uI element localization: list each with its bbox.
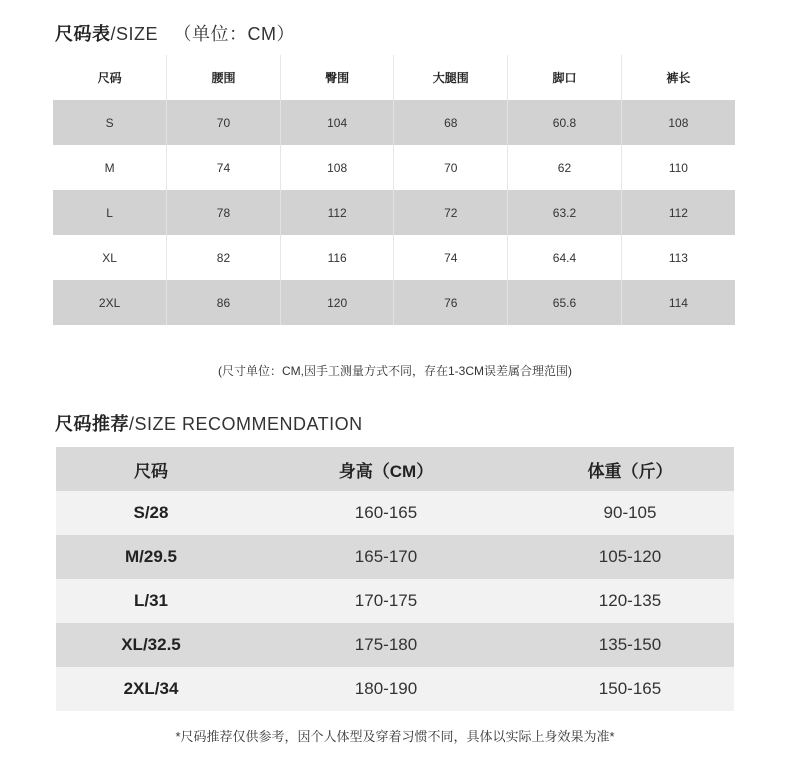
size-cell: 62 (508, 145, 622, 190)
size-cell: 64.4 (508, 235, 622, 280)
recommendation-header-cell: 尺码 (56, 447, 246, 491)
recommendation-height-cell: 165-170 (246, 535, 526, 579)
size-cell: 68 (394, 100, 508, 145)
size-cell: 116 (280, 235, 394, 280)
recommendation-height-cell: 170-175 (246, 579, 526, 623)
size-cell: 114 (621, 280, 735, 325)
recommendation-size-cell: S/28 (56, 491, 246, 535)
recommendation-height-cell: 180-190 (246, 667, 526, 711)
size-chart-row (53, 190, 735, 235)
size-cell: 120 (280, 280, 394, 325)
size-cell: 108 (621, 100, 735, 145)
recommendation-size-cell: M/29.5 (56, 535, 246, 579)
size-chart-row (53, 145, 735, 190)
size-cell: 2XL (53, 280, 167, 325)
recommendation-height-cell: 160-165 (246, 491, 526, 535)
size-cell: 108 (280, 145, 394, 190)
size-header-cell: 尺码 (53, 55, 167, 100)
size-cell: 65.6 (508, 280, 622, 325)
recommendation-header-row (56, 447, 734, 491)
recommendation-header-cell: 身高（CM） (246, 447, 526, 491)
recommendation-size-cell: 2XL/34 (56, 667, 246, 711)
size-cell: 78 (167, 190, 281, 235)
size-chart-row (53, 280, 735, 325)
recommendation-height-cell: 175-180 (246, 623, 526, 667)
size-chart-header-row (53, 55, 735, 100)
recommendation-row (56, 667, 734, 711)
size-recommendation-title-en: /SIZE RECOMMENDATION (129, 414, 363, 434)
size-cell: 104 (280, 100, 394, 145)
size-chart-unit: （单位：CM） (173, 24, 296, 44)
size-chart-table (53, 55, 735, 325)
size-header-cell: 臀围 (280, 55, 394, 100)
recommendation-header-cell: 体重（斤） (526, 447, 734, 491)
size-cell: 113 (621, 235, 735, 280)
recommendation-size-cell: L/31 (56, 579, 246, 623)
size-cell: 86 (167, 280, 281, 325)
size-cell: 112 (280, 190, 394, 235)
size-cell: 112 (621, 190, 735, 235)
size-cell: M (53, 145, 167, 190)
size-cell: 63.2 (508, 190, 622, 235)
recommendation-weight-cell: 105-120 (526, 535, 734, 579)
recommendation-row (56, 535, 734, 579)
size-chart-row (53, 100, 735, 145)
size-header-cell: 裤长 (621, 55, 735, 100)
size-cell: 74 (394, 235, 508, 280)
recommendation-weight-cell: 90-105 (526, 491, 734, 535)
size-header-cell: 脚口 (508, 55, 622, 100)
size-chart-title-en: /SIZE (110, 24, 159, 44)
size-cell: 110 (621, 145, 735, 190)
size-cell: 82 (167, 235, 281, 280)
recommendation-size-cell: XL/32.5 (56, 623, 246, 667)
recommendation-weight-cell: 150-165 (526, 667, 734, 711)
recommendation-row (56, 491, 734, 535)
size-header-cell: 腰围 (167, 55, 281, 100)
size-chart-row (53, 235, 735, 280)
size-cell: 76 (394, 280, 508, 325)
size-cell: 60.8 (508, 100, 622, 145)
recommendation-row (56, 623, 734, 667)
recommendation-disclaimer: *尺码推荐仅供参考，因个人体型及穿着习惯不同，具体以实际上身效果为准* (175, 729, 615, 744)
size-cell: S (53, 100, 167, 145)
size-recommendation-title-cn: 尺码推荐 (55, 414, 129, 434)
size-chart-title (55, 20, 295, 46)
size-cell: 72 (394, 190, 508, 235)
recommendation-weight-cell: 135-150 (526, 623, 734, 667)
recommendation-row (56, 579, 734, 623)
size-chart-title-cn: 尺码表 (55, 24, 111, 44)
size-header-cell: 大腿围 (394, 55, 508, 100)
size-cell: 70 (167, 100, 281, 145)
size-cell: L (53, 190, 167, 235)
size-recommendation-title (55, 410, 363, 436)
size-recommendation-table (56, 447, 734, 711)
size-cell: 70 (394, 145, 508, 190)
size-cell: 74 (167, 145, 281, 190)
measurement-note: (尺寸单位：CM,因手工测量方式不同，存在1-3CM误差属合理范围) (218, 364, 572, 378)
size-cell: XL (53, 235, 167, 280)
recommendation-weight-cell: 120-135 (526, 579, 734, 623)
